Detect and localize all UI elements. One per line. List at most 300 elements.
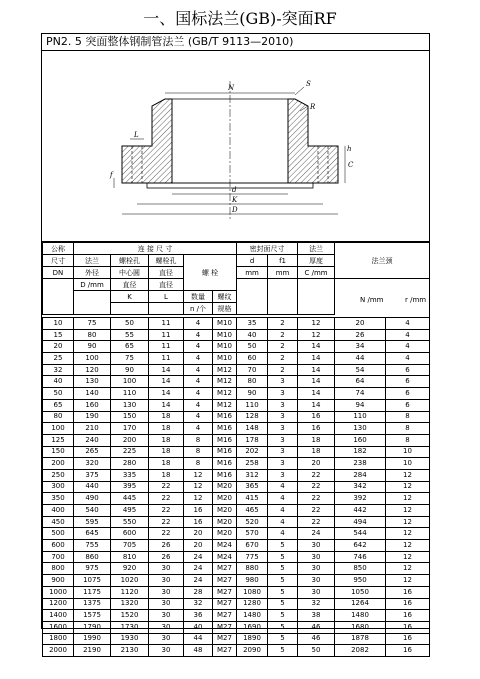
cell-C: 30 — [298, 540, 335, 552]
cell-d: 70 — [237, 364, 268, 376]
cell-C: 16 — [298, 423, 335, 435]
cell-r: 12 — [386, 575, 430, 587]
cell-DN: 1000 — [43, 586, 74, 598]
table-row — [43, 458, 430, 470]
cell-D: 375 — [74, 469, 111, 481]
cell-r: 12 — [386, 469, 430, 481]
cell-r: 12 — [386, 516, 430, 528]
cell-K: 705 — [111, 540, 149, 552]
cell-r: 6 — [386, 399, 430, 411]
cell-N: 238 — [335, 458, 386, 470]
cell-L: 22 — [149, 481, 184, 493]
cell-n: 8 — [184, 458, 213, 470]
cell-N: 2082 — [335, 645, 386, 657]
table-row — [43, 411, 430, 423]
cell-N: 1050 — [335, 586, 386, 598]
cell-K: 90 — [111, 364, 149, 376]
cell-f1: 5 — [268, 586, 298, 598]
cell-DN: 500 — [43, 528, 74, 540]
cell-K: 280 — [111, 458, 149, 470]
cell-DN: 1600 — [43, 621, 74, 633]
cell-L: 11 — [149, 318, 184, 330]
cell-d: 2090 — [237, 645, 268, 657]
cell-n: 4 — [184, 411, 213, 423]
cell-d: 570 — [237, 528, 268, 540]
cell-r: 16 — [386, 621, 430, 633]
cell-L: 18 — [149, 411, 184, 423]
cell-DN: 125 — [43, 434, 74, 446]
cell-C: 18 — [298, 446, 335, 458]
cell-d: 1480 — [237, 610, 268, 622]
table-row — [43, 633, 430, 645]
cell-n: 4 — [184, 318, 213, 330]
cell-K: 920 — [111, 563, 149, 575]
label-d: d — [232, 186, 237, 194]
cell-K: 50 — [111, 318, 149, 330]
cell-D: 140 — [74, 388, 111, 400]
cell-K: 65 — [111, 341, 149, 353]
cell-DN: 350 — [43, 493, 74, 505]
cell-螺纹: M20 — [213, 516, 237, 528]
table-row — [43, 575, 430, 587]
header-flange: 法兰 — [298, 243, 335, 255]
neck-units — [360, 290, 429, 312]
cell-K: 130 — [111, 399, 149, 411]
cell-n: 20 — [184, 528, 213, 540]
cell-r: 12 — [386, 563, 430, 575]
cell-螺纹: M12 — [213, 399, 237, 411]
cell-C: 22 — [298, 469, 335, 481]
cell-D: 130 — [74, 376, 111, 388]
cell-n: 8 — [184, 434, 213, 446]
cell-D: 1990 — [74, 633, 111, 645]
cell-K: 2130 — [111, 645, 149, 657]
table-row — [43, 364, 430, 376]
header-qty-unit: n /个 — [184, 303, 213, 315]
cell-螺纹: M27 — [213, 621, 237, 633]
cell-C: 46 — [298, 633, 335, 645]
cell-f1: 2 — [268, 364, 298, 376]
header-bolt-hole-center: 螺栓孔 — [111, 255, 149, 267]
cell-C: 14 — [298, 364, 335, 376]
cell-r: 10 — [386, 446, 430, 458]
cell-n: 4 — [184, 353, 213, 365]
cell-f1: 3 — [268, 388, 298, 400]
cell-螺纹: M12 — [213, 376, 237, 388]
cell-DN: 15 — [43, 329, 74, 341]
cell-L: 14 — [149, 376, 184, 388]
cell-r: 12 — [386, 551, 430, 563]
cell-螺纹: M27 — [213, 563, 237, 575]
cell-d: 90 — [237, 388, 268, 400]
cell-D: 80 — [74, 329, 111, 341]
cell-D: 265 — [74, 446, 111, 458]
cell-K: 110 — [111, 388, 149, 400]
cell-L: 30 — [149, 575, 184, 587]
cell-r: 6 — [386, 364, 430, 376]
cell-D: 1375 — [74, 598, 111, 610]
cell-N: 494 — [335, 516, 386, 528]
cell-K: 1520 — [111, 610, 149, 622]
cell-D: 100 — [74, 353, 111, 365]
cell-D: 210 — [74, 423, 111, 435]
table-row — [43, 481, 430, 493]
cell-N: 1480 — [335, 610, 386, 622]
table-row — [43, 563, 430, 575]
header-neck-n: N /mm — [360, 296, 384, 304]
cell-螺纹: M20 — [213, 481, 237, 493]
cell-螺纹: M10 — [213, 329, 237, 341]
table-row — [43, 353, 430, 365]
cell-螺纹: M12 — [213, 388, 237, 400]
label-C: C — [348, 161, 354, 169]
table-row — [43, 318, 430, 330]
cell-K: 75 — [111, 353, 149, 365]
cell-N: 850 — [335, 563, 386, 575]
header-neck-r: r /mm — [405, 296, 427, 304]
table-row — [43, 528, 430, 540]
header-connection-size: 连 接 尺 寸 — [74, 243, 237, 255]
cell-C: 14 — [298, 376, 335, 388]
cell-r: 8 — [386, 411, 430, 423]
cell-C: 14 — [298, 399, 335, 411]
cell-DN: 800 — [43, 563, 74, 575]
cell-C: 50 — [298, 645, 335, 657]
cell-螺纹: M27 — [213, 633, 237, 645]
cell-螺纹: M10 — [213, 353, 237, 365]
cell-螺纹: M16 — [213, 434, 237, 446]
cell-螺纹: M24 — [213, 551, 237, 563]
cell-DN: 32 — [43, 364, 74, 376]
cell-C: 38 — [298, 610, 335, 622]
cell-r: 4 — [386, 353, 430, 365]
cell-螺纹: M16 — [213, 458, 237, 470]
cell-f1: 2 — [268, 353, 298, 365]
cell-d: 465 — [237, 505, 268, 517]
cell-C: 22 — [298, 481, 335, 493]
cell-L: 30 — [149, 633, 184, 645]
cell-d: 80 — [237, 376, 268, 388]
cell-D: 645 — [74, 528, 111, 540]
table-row — [43, 540, 430, 552]
table-row — [43, 586, 430, 598]
cell-d: 1890 — [237, 633, 268, 645]
cell-n: 4 — [184, 341, 213, 353]
cell-N: 642 — [335, 540, 386, 552]
cell-d: 980 — [237, 575, 268, 587]
cell-C: 12 — [298, 329, 335, 341]
cell-DN: 900 — [43, 575, 74, 587]
cell-n: 16 — [184, 516, 213, 528]
cell-d: 148 — [237, 423, 268, 435]
cell-螺纹: M16 — [213, 469, 237, 481]
header-outer-dia: 外径 — [74, 267, 111, 279]
cell-N: 1878 — [335, 633, 386, 645]
header-k: K — [111, 291, 149, 303]
header-flange-label: 法兰 — [74, 255, 111, 267]
cell-d: 35 — [237, 318, 268, 330]
header-dn: DN — [43, 267, 74, 279]
cell-f1: 3 — [268, 376, 298, 388]
cell-N: 44 — [335, 353, 386, 365]
cell-n: 36 — [184, 610, 213, 622]
cell-C: 14 — [298, 388, 335, 400]
cell-DN: 700 — [43, 551, 74, 563]
header-d-unit: mm — [237, 267, 268, 279]
header-flange-neck: 法兰颈 — [335, 243, 430, 279]
flange-cross-section-drawing — [42, 51, 429, 242]
cell-螺纹: M27 — [213, 575, 237, 587]
cell-K: 335 — [111, 469, 149, 481]
cell-N: 94 — [335, 399, 386, 411]
document-title: 一、国标法兰(GB)-突面RF — [143, 9, 337, 28]
cell-D: 1575 — [74, 610, 111, 622]
cell-r: 16 — [386, 633, 430, 645]
cell-C: 14 — [298, 353, 335, 365]
table-row — [43, 505, 430, 517]
header-thickness: 厚度 — [298, 255, 335, 267]
cell-D: 90 — [74, 341, 111, 353]
cell-D: 540 — [74, 505, 111, 517]
cell-r: 12 — [386, 505, 430, 517]
cell-n: 24 — [184, 551, 213, 563]
cell-C: 30 — [298, 575, 335, 587]
standard-subtitle: PN2. 5 突面整体钢制管法兰 (GB/T 9113—2010) — [42, 34, 429, 51]
cell-C: 16 — [298, 411, 335, 423]
cell-r: 12 — [386, 528, 430, 540]
cell-d: 178 — [237, 434, 268, 446]
cell-f1: 5 — [268, 633, 298, 645]
cell-C: 20 — [298, 458, 335, 470]
cell-r: 8 — [386, 423, 430, 435]
cell-n: 28 — [184, 586, 213, 598]
cell-DN: 65 — [43, 399, 74, 411]
cell-d: 1280 — [237, 598, 268, 610]
table-row — [43, 446, 430, 458]
cell-螺纹: M16 — [213, 411, 237, 423]
cell-D: 755 — [74, 540, 111, 552]
cell-DN: 1200 — [43, 598, 74, 610]
cell-f1: 5 — [268, 563, 298, 575]
cell-L: 22 — [149, 516, 184, 528]
header-sealing-size: 密封面尺寸 — [237, 243, 298, 255]
cell-r: 16 — [386, 598, 430, 610]
header-d: d — [237, 255, 268, 267]
cell-r: 16 — [386, 645, 430, 657]
cell-螺纹: M20 — [213, 505, 237, 517]
cell-d: 258 — [237, 458, 268, 470]
cell-螺纹: M27 — [213, 610, 237, 622]
cell-L: 18 — [149, 434, 184, 446]
cell-K: 150 — [111, 411, 149, 423]
cell-L: 18 — [149, 458, 184, 470]
cell-N: 950 — [335, 575, 386, 587]
cell-D: 490 — [74, 493, 111, 505]
cell-DN: 400 — [43, 505, 74, 517]
label-D: D — [232, 206, 238, 214]
cell-DN: 200 — [43, 458, 74, 470]
cell-N: 544 — [335, 528, 386, 540]
cell-DN: 50 — [43, 388, 74, 400]
cell-螺纹: M20 — [213, 493, 237, 505]
table-row — [43, 469, 430, 481]
cell-L: 30 — [149, 645, 184, 657]
cell-r: 16 — [386, 610, 430, 622]
cell-C: 14 — [298, 341, 335, 353]
cell-N: 746 — [335, 551, 386, 563]
table-row — [43, 423, 430, 435]
header-f1-unit: mm — [268, 267, 298, 279]
cell-N: 1680 — [335, 621, 386, 633]
cell-K: 1930 — [111, 633, 149, 645]
cell-n: 12 — [184, 481, 213, 493]
cell-螺纹: M10 — [213, 341, 237, 353]
cell-N: 34 — [335, 341, 386, 353]
cell-n: 4 — [184, 399, 213, 411]
cell-D: 75 — [74, 318, 111, 330]
cell-d: 202 — [237, 446, 268, 458]
cell-L: 14 — [149, 388, 184, 400]
cell-N: 130 — [335, 423, 386, 435]
cell-螺纹: M16 — [213, 423, 237, 435]
flange-profile — [122, 81, 338, 221]
cell-n: 24 — [184, 575, 213, 587]
cell-DN: 600 — [43, 540, 74, 552]
cell-d: 775 — [237, 551, 268, 563]
cell-r: 4 — [386, 318, 430, 330]
header-hole-dia: 直径 — [149, 279, 184, 291]
cell-DN: 1400 — [43, 610, 74, 622]
label-K: K — [232, 196, 238, 204]
cell-f1: 4 — [268, 481, 298, 493]
cell-螺纹: M24 — [213, 540, 237, 552]
cell-N: 74 — [335, 388, 386, 400]
cell-K: 1120 — [111, 586, 149, 598]
cell-n: 16 — [184, 505, 213, 517]
cell-N: 182 — [335, 446, 386, 458]
header-f1: f1 — [268, 255, 298, 267]
cell-D: 320 — [74, 458, 111, 470]
cell-DN: 450 — [43, 516, 74, 528]
cell-d: 880 — [237, 563, 268, 575]
table-row — [43, 610, 430, 622]
cell-f1: 2 — [268, 329, 298, 341]
cell-L: 11 — [149, 329, 184, 341]
cell-C: 32 — [298, 598, 335, 610]
cell-D: 975 — [74, 563, 111, 575]
cell-C: 30 — [298, 563, 335, 575]
table-row — [43, 388, 430, 400]
cell-K: 600 — [111, 528, 149, 540]
cell-K: 1020 — [111, 575, 149, 587]
cell-f1: 3 — [268, 469, 298, 481]
cell-n: 12 — [184, 469, 213, 481]
cell-d: 670 — [237, 540, 268, 552]
cell-n: 8 — [184, 446, 213, 458]
cell-L: 22 — [149, 493, 184, 505]
cell-L: 30 — [149, 621, 184, 633]
label-h: h — [347, 145, 352, 153]
cell-r: 4 — [386, 341, 430, 353]
cell-K: 200 — [111, 434, 149, 446]
cell-d: 520 — [237, 516, 268, 528]
cell-K: 495 — [111, 505, 149, 517]
label-N: N — [228, 84, 235, 92]
cell-r: 10 — [386, 458, 430, 470]
label-f: f — [110, 171, 113, 179]
cell-D: 2190 — [74, 645, 111, 657]
cell-L: 18 — [149, 446, 184, 458]
table-row — [43, 493, 430, 505]
cell-n: 44 — [184, 633, 213, 645]
cell-D: 240 — [74, 434, 111, 446]
cell-螺纹: M27 — [213, 586, 237, 598]
cell-f1: 5 — [268, 598, 298, 610]
cell-K: 1320 — [111, 598, 149, 610]
cell-C: 22 — [298, 505, 335, 517]
cell-f1: 3 — [268, 411, 298, 423]
cell-N: 442 — [335, 505, 386, 517]
cell-L: 26 — [149, 551, 184, 563]
header-thread-spec: 规格 — [213, 303, 237, 315]
cell-螺纹: M27 — [213, 645, 237, 657]
cell-C: 18 — [298, 434, 335, 446]
cell-f1: 4 — [268, 528, 298, 540]
cell-螺纹: M12 — [213, 364, 237, 376]
label-L: L — [134, 131, 139, 139]
cell-N: 110 — [335, 411, 386, 423]
cell-r: 12 — [386, 493, 430, 505]
cell-n: 12 — [184, 493, 213, 505]
header-bolt-hole-dia: 螺栓孔 — [149, 255, 184, 267]
cell-N: 26 — [335, 329, 386, 341]
cell-r: 6 — [386, 376, 430, 388]
cell-r: 16 — [386, 586, 430, 598]
header-thread: 螺纹 — [213, 291, 237, 303]
cell-f1: 3 — [268, 458, 298, 470]
cell-DN: 2000 — [43, 645, 74, 657]
cell-C: 12 — [298, 318, 335, 330]
cell-D: 1790 — [74, 621, 111, 633]
cell-f1: 5 — [268, 540, 298, 552]
cell-C: 24 — [298, 528, 335, 540]
cell-f1: 4 — [268, 505, 298, 517]
cell-L: 14 — [149, 399, 184, 411]
cell-d: 128 — [237, 411, 268, 423]
cell-n: 20 — [184, 540, 213, 552]
cell-DN: 100 — [43, 423, 74, 435]
cell-r: 4 — [386, 329, 430, 341]
cell-n: 40 — [184, 621, 213, 633]
cell-d: 1080 — [237, 586, 268, 598]
cell-f1: 4 — [268, 493, 298, 505]
cell-C: 30 — [298, 551, 335, 563]
cell-n: 4 — [184, 329, 213, 341]
cell-D: 190 — [74, 411, 111, 423]
cell-螺纹: M16 — [213, 446, 237, 458]
table-header — [42, 242, 430, 315]
cell-L: 30 — [149, 610, 184, 622]
table-row — [43, 598, 430, 610]
header-c-unit: C /mm — [298, 267, 335, 279]
cell-N: 160 — [335, 434, 386, 446]
cell-DN: 25 — [43, 353, 74, 365]
cell-K: 1730 — [111, 621, 149, 633]
cell-C: 30 — [298, 586, 335, 598]
cell-L: 22 — [149, 505, 184, 517]
cell-r: 8 — [386, 434, 430, 446]
header-diameter: 直径 — [149, 267, 184, 279]
